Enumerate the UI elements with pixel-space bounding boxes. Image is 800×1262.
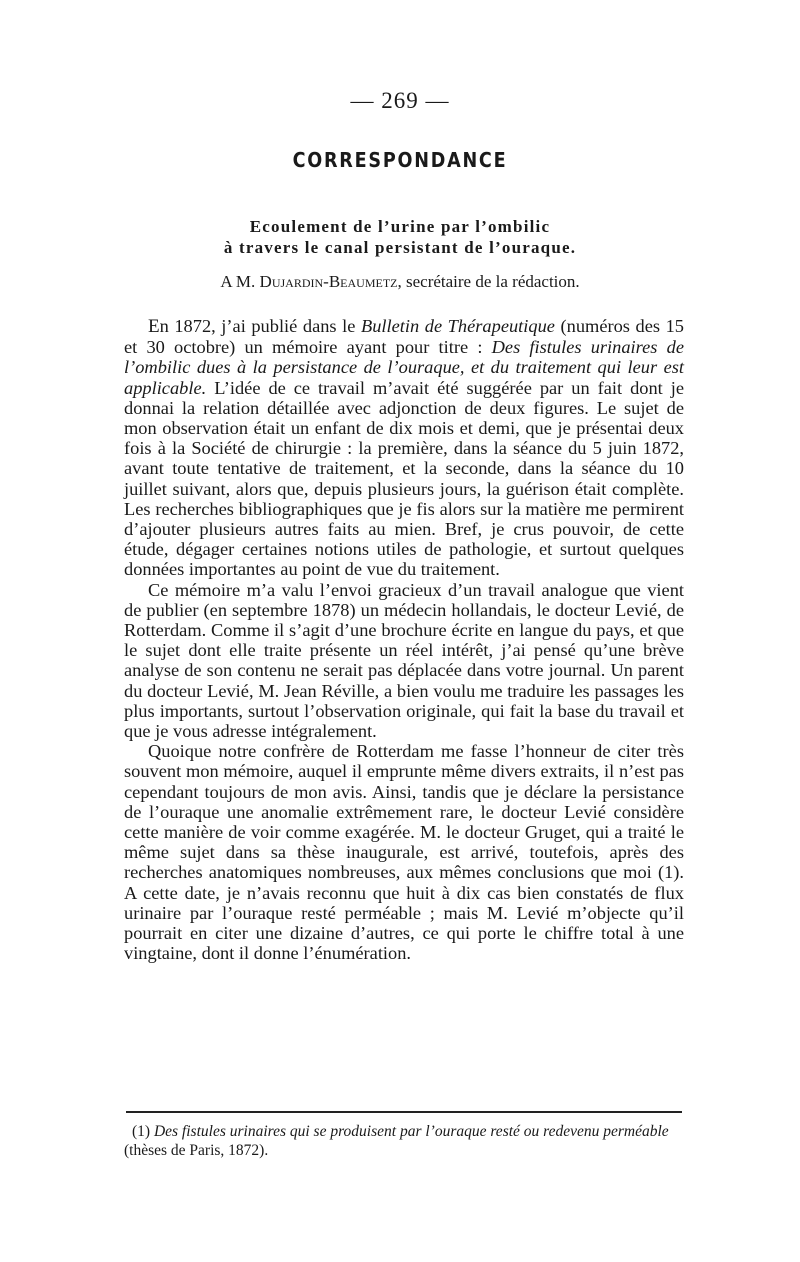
paragraph-1-part-e: L’idée de ce travail m’avait été suggérée par un fait dont je donnai la relation détaillée avec adjonction de deux figures. Le sujet de mon observation était un enfant de dix mois et demi, que je présentai deux fois à la Société de chirurgie : la première, dans la séance du 5 juin 1872, avant toute tentative de traitement, et la seconde, dans la séance du 10 juillet suivant, alors que, depuis plusieurs jours, la guérison était complète. Les recherches bibliographiques que je fis alors sur la matière me permirent d’ajouter plusieurs autres faits au mien. Bref, je crus pouvoir, de cette étude, dégager certaines notions utiles de pathologie, et surtout quelques données importantes au point de vue du traitement.	[124, 377, 684, 580]
footnote-reference: (thèses de Paris, 1872).	[124, 1142, 269, 1159]
page-number: — 269 —	[350, 88, 450, 113]
footnote-thesis-title: Des fistules urinaires qui se produisent par l’ouraque resté ou redevenu perméable	[153, 1123, 669, 1140]
paragraph-1-part-a: En 1872, j’ai publié dans le	[148, 316, 361, 337]
footnote-marker: (1)	[132, 1123, 154, 1140]
bulletin-title: Bulletin de Thérapeutique	[360, 316, 555, 336]
letter-body	[124, 316, 684, 964]
paragraph-2: Ce mémoire m’a valu l’envoi gracieux d’un travail analogue que vient de publier (en septembre 1878) un médecin hollandais, le docteur Levié, de Rotterdam. Comme il s’agit d’une brochure écrite en langue du pays, et que le sujet dont elle traite présente un réel intérêt, j’ai pensé qu’une brève analyse de son contenu ne serait pas déplacée dans votre journal. Un parent du docteur Levié, M. Jean Réville, a bien voulu me traduire les passages les plus importants, surtout l’observation originale, qui fait la base du travail et que je vous adresse intégralement.	[124, 579, 684, 742]
paragraph-1-part-c: (numéros des 15 et 30 octobre) un mémoire ayant pour titre :	[124, 316, 684, 358]
addressee-suffix: , secrétaire de la rédaction.	[397, 272, 580, 291]
memoir-title: Des fistules urinaires de l’ombilic dues à la persistance de l’ouraque, et du traitement qui leur est applicable.	[124, 337, 685, 398]
article-title-line-2: à travers le canal persistant de l’ouraque.	[223, 238, 577, 257]
paragraph-1	[124, 316, 684, 580]
article-title-line-1: Ecoulement de l’urine par l’ombilic	[249, 217, 551, 236]
addressee-name: Dujardin-Beaumetz	[259, 272, 398, 291]
paragraph-3: Quoique notre confrère de Rotterdam me fasse l’honneur de citer très souvent mon mémoire, auquel il emprunte même divers extraits, il n’est pas cependant toujours de mon avis. Ainsi, tandis que je déclare la persistance de l’ouraque une anomalie extrêmement rare, le docteur Levié considère cette manière de voir comme exagérée. M. le docteur Gruget, qui a traité le même sujet dans sa thèse inaugurale, est arrivé, toutefois, après des recherches anatomiques nombreuses, aux mêmes conclusions que moi (1). A cette date, je n’avais reconnu que huit à dix cas bien constatés de flux urinaire par l’ouraque resté perméable ; mais M. Levié m’objecte qu’il pourrait en citer une dizaine d’autres, ce qui porte le chiffre total à une vingtaine, dont il donne l’énumération.	[124, 741, 684, 964]
footnote	[124, 1122, 684, 1160]
addressee-line	[0, 272, 800, 292]
addressee-prefix: A M.	[220, 272, 260, 291]
section-heading: CORRESPONDANCE	[292, 148, 508, 172]
footnote-divider	[126, 1111, 682, 1113]
